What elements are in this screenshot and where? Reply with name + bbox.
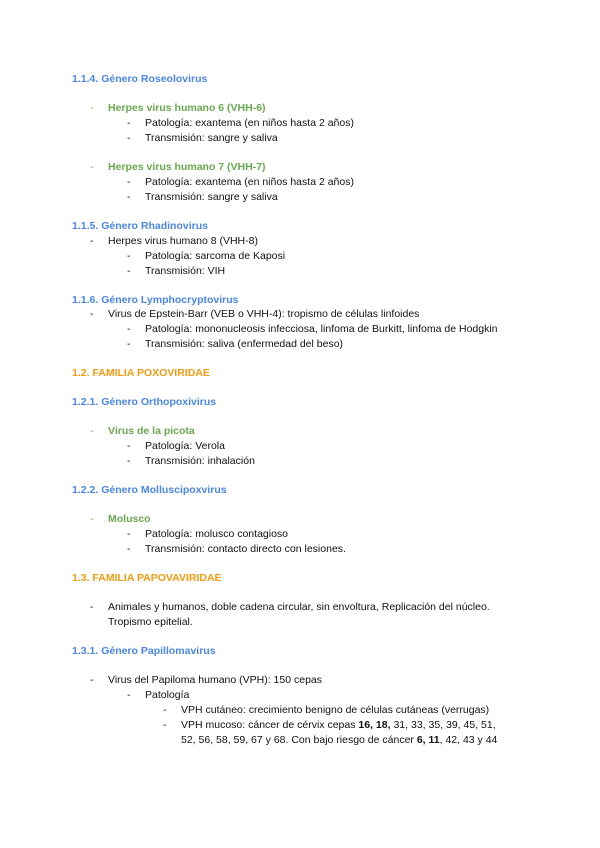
- section-heading-lymphocryptovirus: 1.1.6. Género Lymphocryptovirus: [72, 294, 239, 306]
- vph-mucoso-text: VPH mucoso: cáncer de cérvix cepas: [181, 719, 359, 731]
- bullet-dash: -: [127, 338, 131, 350]
- virus-name-picota: Virus de la picota: [108, 425, 195, 437]
- bullet-dash: -: [127, 440, 131, 452]
- transmission-veb: Transmisión: saliva (enfermedad del beso): [145, 338, 344, 350]
- virus-name-veb: Virus de Epstein-Barr (VEB o VHH-4): tropismo de células linfoides: [108, 308, 420, 320]
- bullet-dash: -: [163, 704, 167, 716]
- vph-mucoso-line1: [181, 718, 496, 732]
- bullet-dash: -: [90, 235, 94, 247]
- section-heading-orthopoxivirus: 1.2.1. Género Orthopoxivirus: [72, 396, 217, 408]
- family-heading-papovaviridae: 1.3. FAMILIA PAPOVAVIRIDAE: [72, 572, 222, 584]
- virus-name-vph: Virus del Papiloma humano (VPH): 150 cepas: [108, 674, 323, 686]
- bullet-dash: -: [127, 132, 131, 144]
- section-heading-rhadinovirus: 1.1.5. Género Rhadinovirus: [72, 220, 208, 232]
- virus-name-vhh6: Herpes virus humano 6 (VHH-6): [108, 102, 266, 114]
- bullet-dash: -: [90, 308, 94, 320]
- vph-high-risk-strains: 16, 18,: [358, 719, 391, 731]
- bullet-dash: -: [90, 102, 94, 114]
- transmission-molusco: Transmisión: contacto directo con lesiones.: [145, 543, 346, 555]
- bullet-dash: -: [127, 689, 131, 701]
- transmission-vhh6: Transmisión: sangre y saliva: [145, 132, 278, 144]
- bullet-dash: -: [127, 528, 131, 540]
- section-heading-roseolovirus: 1.1.4. Género Roseolovirus: [72, 73, 208, 85]
- vph-low-risk-strains: 6, 11: [416, 734, 440, 746]
- vph-mucoso-strains2: , 42, 43 y 44: [439, 734, 498, 746]
- bullet-dash: -: [127, 543, 131, 555]
- pathology-veb: Patología: mononucleosis infecciosa, linfoma de Burkitt, linfoma de Hodgkin: [145, 323, 498, 335]
- pathology-label: Patología: [145, 689, 190, 701]
- pathology-picota: Patología: Verola: [145, 440, 225, 452]
- bullet-dash: -: [90, 425, 94, 437]
- bullet-dash: -: [90, 513, 94, 525]
- family-heading-poxoviridae: 1.2. FAMILIA POXOVIRIDAE: [72, 367, 210, 379]
- transmission-vhh8: Transmisión: VIH: [145, 265, 226, 277]
- section-heading-papillomavirus: 1.3.1. Género Papillomavirus: [72, 645, 216, 657]
- family-description-line1: Animales y humanos, doble cadena circular, sin envoltura, Replicación del núcleo.: [108, 601, 490, 613]
- bullet-dash: -: [163, 719, 167, 731]
- vph-cutaneo: VPH cutáneo: crecimiento benigno de células cutáneas (verrugas): [181, 704, 490, 716]
- virus-name-molusco: Molusco: [108, 513, 151, 525]
- bullet-dash: -: [127, 250, 131, 262]
- bullet-dash: -: [127, 176, 131, 188]
- bullet-dash: -: [127, 117, 131, 129]
- transmission-vhh7: Transmisión: sangre y saliva: [145, 191, 278, 203]
- bullet-dash: -: [90, 161, 94, 173]
- bullet-dash: -: [127, 265, 131, 277]
- vph-mucoso-strains: 31, 33, 35, 39, 45, 51,: [390, 719, 496, 731]
- bullet-dash: -: [90, 601, 94, 613]
- virus-name-vhh7: Herpes virus humano 7 (VHH-7): [108, 161, 266, 173]
- pathology-vhh8: Patología: sarcoma de Kaposi: [145, 250, 286, 262]
- bullet-dash: -: [127, 323, 131, 335]
- pathology-vhh7: Patología: exantema (en niños hasta 2 años): [145, 176, 354, 188]
- bullet-dash: -: [90, 674, 94, 686]
- vph-mucoso-line2: [181, 733, 497, 747]
- bullet-dash: -: [127, 455, 131, 467]
- transmission-picota: Transmisión: inhalación: [145, 455, 255, 467]
- pathology-molusco: Patología: molusco contagioso: [145, 528, 289, 540]
- vph-mucoso-text2: 52, 56, 58, 59, 67 y 68. Con bajo riesgo de cáncer: [181, 734, 417, 746]
- bullet-dash: -: [127, 191, 131, 203]
- virus-name-vhh8: Herpes virus humano 8 (VHH-8): [108, 235, 258, 247]
- pathology-vhh6: Patología: exantema (en niños hasta 2 años): [145, 117, 354, 129]
- family-description-line2: Tropismo epitelial.: [108, 616, 193, 628]
- section-heading-molluscipoxvirus: 1.2.2. Género Molluscipoxvirus: [72, 484, 227, 496]
